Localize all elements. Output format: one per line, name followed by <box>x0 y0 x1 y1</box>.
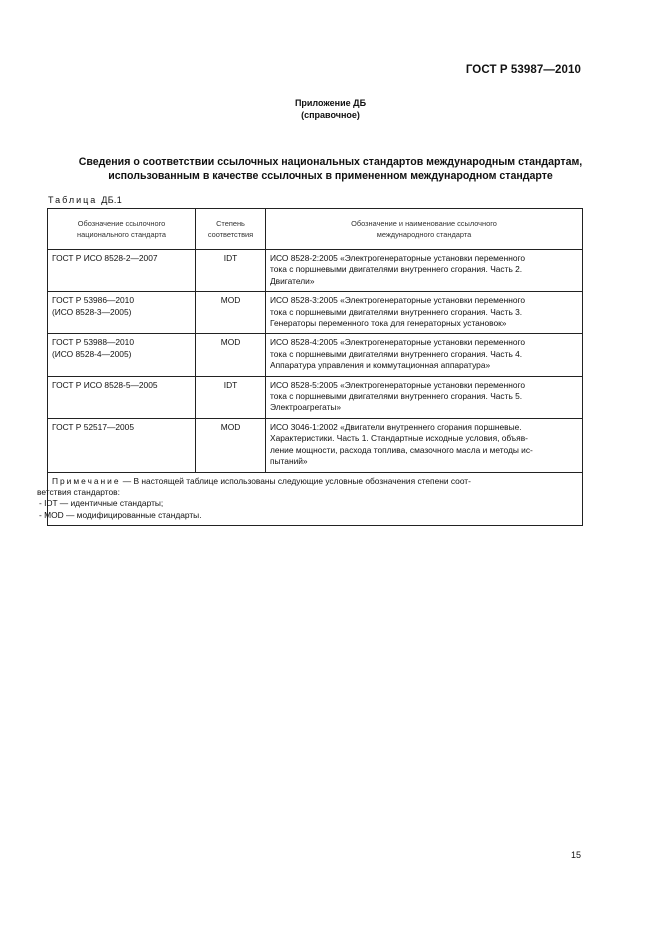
national-standard-cell: ГОСТ Р 53988—2010 (ИСО 8528-4—2005) <box>48 334 196 376</box>
degree-cell: MOD <box>196 292 266 334</box>
section-heading <box>40 155 621 183</box>
national-standard-cell: ГОСТ Р ИСО 8528-5—2005 <box>48 376 196 418</box>
page-number: 15 <box>571 850 582 860</box>
degree-cell: IDT <box>196 250 266 292</box>
header-national-standard: Обозначение ссылочного национального стандарта <box>48 209 196 250</box>
note-label: Примечание <box>52 475 121 486</box>
annex-heading <box>0 97 661 121</box>
table-header-row <box>48 209 583 250</box>
correspondence-table <box>37 208 583 526</box>
table-row <box>48 418 583 472</box>
note-item-mod: - MOD — модифицированные стандарты. <box>39 509 202 520</box>
document-code: ГОСТ Р 53987—2010 <box>465 64 581 76</box>
annex-subtitle: (справочное) <box>301 110 360 120</box>
note-text: — В настоящей таблице использованы следующие условные обозначения степени соот- <box>120 475 471 486</box>
international-standard-cell: ИСО 8528-3:2005 «Электрогенераторные установки переменного тока с поршневыми двигателями внутреннего сгорания. Часть 3. Генераторы переменного тока для генераторных установок» <box>266 292 583 334</box>
table-caption-number: ДБ.1 <box>101 195 123 205</box>
degree-cell: IDT <box>196 376 266 418</box>
note-line-1 <box>52 476 578 487</box>
table-row <box>48 334 583 376</box>
header-international-standard: Обозначение и наименование ссылочного международного стандарта <box>266 209 583 250</box>
degree-cell: MOD <box>196 418 266 472</box>
table-note <box>37 472 583 526</box>
international-standard-cell: ИСО 8528-5:2005 «Электрогенераторные установки переменного тока с поршневыми двигателями внутреннего сгорания. Часть 5. Электроагрегаты» <box>266 376 583 418</box>
note-item-idt: - IDT — идентичные стандарты; <box>39 498 164 509</box>
header-correspondence-degree: Степень соответствия <box>196 209 266 250</box>
table-row <box>48 292 583 334</box>
table-note-row <box>48 472 583 526</box>
section-heading-line-2: использованным в качестве ссылочных в примененном международном стандарте <box>108 170 553 182</box>
table-row <box>48 250 583 292</box>
table-caption-word: Таблица <box>48 195 98 205</box>
international-standard-cell: ИСО 8528-4:2005 «Электрогенераторные установки переменного тока с поршневыми двигателями внутреннего сгорания. Часть 4. Аппаратура управления и коммутационная аппаратура» <box>266 334 583 376</box>
international-standard-cell: ИСО 3046-1:2002 «Двигатели внутреннего сгорания поршневые. Характеристики. Часть 1. Стандартные исходные условия, объяв- ление мощности, расхода топлива, смазочного масла и методы ис- пытаний» <box>266 418 583 472</box>
national-standard-cell: ГОСТ Р 52517—2005 <box>48 418 196 472</box>
degree-cell: MOD <box>196 334 266 376</box>
international-standard-cell: ИСО 8528-2:2005 «Электрогенераторные установки переменного тока с поршневыми двигателями внутреннего сгорания. Часть 2. Двигатели» <box>266 250 583 292</box>
table-row <box>48 376 583 418</box>
annex-title: Приложение ДБ <box>294 98 367 108</box>
table-caption <box>48 195 122 205</box>
national-standard-cell: ГОСТ Р ИСО 8528-2—2007 <box>48 250 196 292</box>
section-heading-line-1: Сведения о соответствии ссылочных национальных стандартов международным стандартам, <box>78 156 583 168</box>
national-standard-cell: ГОСТ Р 53986—2010 (ИСО 8528-3—2005) <box>48 292 196 334</box>
note-line-2: ветствия стандартов: <box>37 486 120 497</box>
